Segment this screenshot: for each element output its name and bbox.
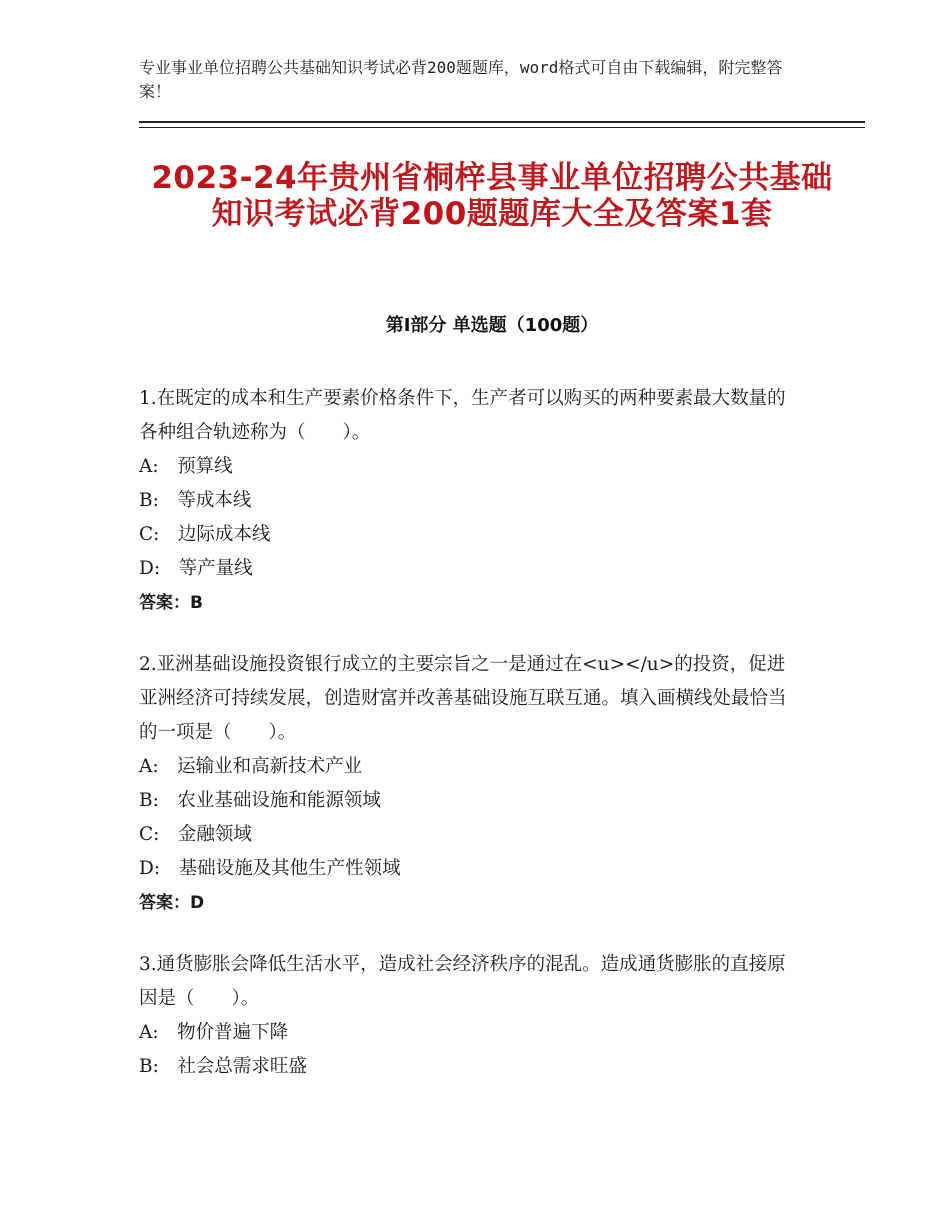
option-a: A: 物价普遍下降	[139, 1022, 289, 1043]
option-c: C: 边际成本线	[139, 524, 271, 545]
question-stem: 2.亚洲基础设施投资银行成立的主要宗旨之一是通过在<u></u>的投资，促进亚洲经济可持续发展，创造财富并改善基础设施互联互通。填入画横线处最恰当的一项是（ ）。	[139, 654, 787, 743]
question-stem: 3.通货膨胀会降低生活水平，造成社会经济秩序的混乱。造成通货膨胀的直接原因是（ ）。	[139, 954, 786, 1009]
question-3	[139, 948, 799, 1084]
option-d: D: 等产量线	[139, 558, 253, 579]
option-b: B: 农业基础设施和能源领域	[139, 790, 381, 811]
option-b: B: 等成本线	[139, 490, 252, 511]
option-a: A: 预算线	[139, 456, 233, 477]
option-a: A: 运输业和高新技术产业	[139, 756, 363, 777]
answer-label: 答案：B	[139, 593, 203, 613]
option-c: C: 金融领域	[139, 824, 252, 845]
question-stem: 1.在既定的成本和生产要素价格条件下，生产者可以购买的两种要素最大数量的各种组合轨迹称为（ ）。	[139, 388, 786, 443]
header-note: 专业事业单位招聘公共基础知识考试必背200题题库，word格式可自由下载编辑，附完整答案！	[139, 58, 783, 101]
answer-label: 答案：D	[139, 893, 205, 913]
header-divider-thick	[139, 121, 865, 123]
header-divider-thin	[139, 127, 865, 128]
document-title: 2023-24年贵州省桐梓县事业单位招聘公共基础知识考试必背200题题库大全及答案1套	[151, 160, 833, 232]
section-title: 第Ⅰ部分 单选题（100题）	[385, 315, 599, 336]
option-d: D: 基础设施及其他生产性领域	[139, 858, 401, 879]
question-2	[139, 648, 799, 920]
question-list	[139, 382, 799, 1112]
question-1	[139, 382, 799, 620]
option-b: B: 社会总需求旺盛	[139, 1056, 307, 1077]
